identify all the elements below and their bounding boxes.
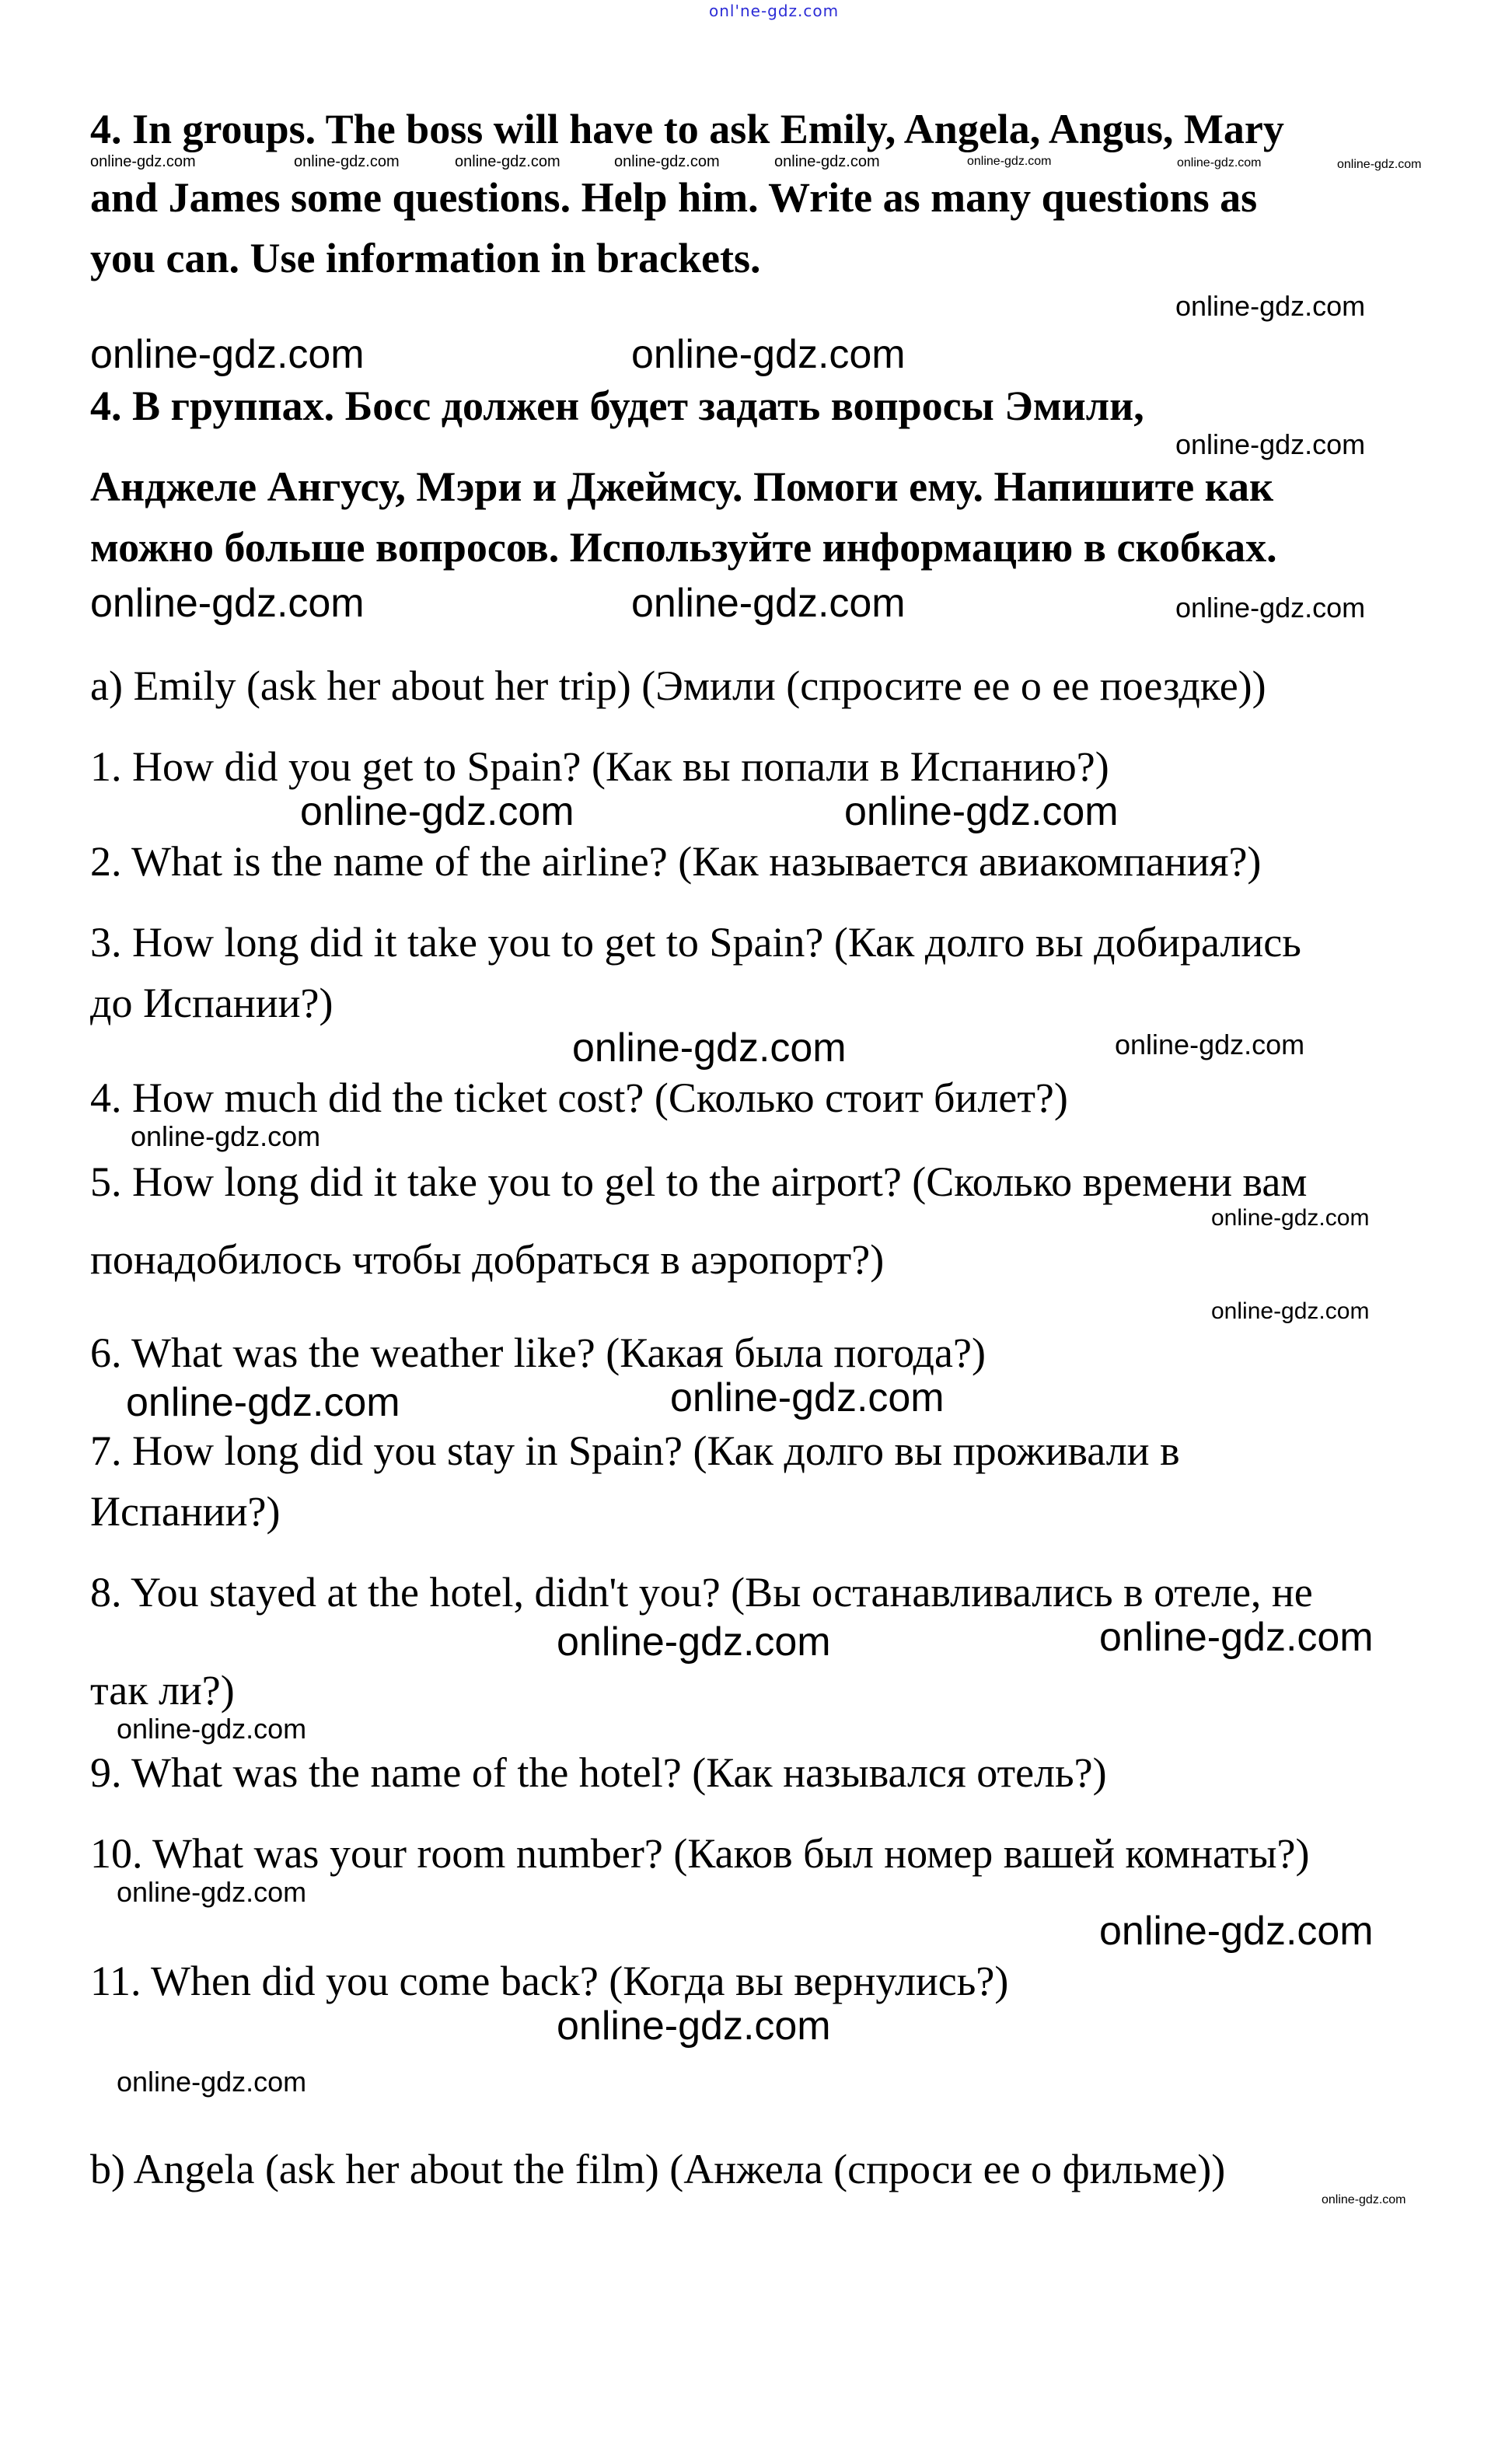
question-8-line-1: 8. You stayed at the hotel, didn't you? (Вы останавливались в отеле, не	[90, 1569, 1313, 1616]
watermark-row	[90, 583, 1489, 630]
watermark-row	[90, 2194, 1489, 2213]
watermark: online-gdz.com	[967, 155, 1052, 168]
top-watermark: onl'ne-gdz.com	[709, 2, 840, 20]
section-b-title: b) Angela (ask her about the film) (Анжела (спроси ее о фильме))	[90, 2146, 1226, 2192]
watermark: online-gdz.com	[90, 332, 365, 377]
question-10: 10. What was your room number? (Каков был номер вашей комнаты?)	[90, 1830, 1310, 1877]
watermark-row	[90, 1878, 1489, 1956]
watermark-row	[90, 1025, 1489, 1073]
watermark: online-gdz.com	[1115, 1029, 1305, 1060]
watermark: online-gdz.com	[300, 789, 574, 834]
question-3-line-2: до Испании?)	[90, 980, 333, 1026]
watermark-row	[90, 1207, 1489, 1235]
watermark-row	[90, 2068, 1489, 2102]
question-8-line-2: так ли?)	[90, 1667, 235, 1714]
watermark-row	[90, 428, 1489, 462]
watermark-row	[90, 1617, 1489, 1665]
watermark: online-gdz.com	[557, 2004, 831, 2049]
watermark: online-gdz.com	[1322, 2193, 1406, 2206]
watermark: online-gdz.com	[557, 1619, 831, 1665]
watermark: online-gdz.com	[131, 1120, 321, 1152]
watermark: online-gdz.com	[1175, 290, 1366, 322]
watermark-row	[90, 1375, 1489, 1426]
watermark-row	[90, 1120, 1489, 1157]
watermark-row	[90, 791, 1489, 837]
watermark-row	[90, 2006, 1489, 2052]
watermark-row	[90, 334, 1489, 381]
watermark: online-gdz.com	[1177, 156, 1262, 169]
heading-en-line-3: you can. Use information in brackets.	[90, 235, 761, 281]
question-11: 11. When did you come back? (Когда вы вернулись?)	[90, 1958, 1009, 2004]
watermark: online-gdz.com	[117, 1876, 307, 1908]
watermark: online-gdz.com	[1211, 1298, 1370, 1324]
watermark: online-gdz.com	[126, 1380, 400, 1425]
heading-ru-line-3: можно больше вопросов. Используйте информацию в скобках.	[90, 524, 1277, 571]
watermark: online-gdz.com	[631, 332, 906, 377]
watermark: online-gdz.com	[1099, 1615, 1374, 1660]
watermark: online-gdz.com	[1175, 592, 1366, 624]
heading-ru-line-2: Анджеле Ангусу, Мэри и Джеймсу. Помоги ему. Напишите как	[90, 463, 1274, 510]
top-watermark-row	[0, 0, 1399, 26]
watermark: online-gdz.com	[614, 153, 720, 170]
watermark: online-gdz.com	[1337, 158, 1422, 171]
question-2: 2. What is the name of the airline? (Как называется авиакомпания?)	[90, 838, 1262, 885]
watermark: online-gdz.com	[670, 1375, 945, 1420]
watermark: online-gdz.com	[1175, 428, 1366, 460]
watermark: online-gdz.com	[572, 1025, 847, 1071]
watermark: online-gdz.com	[117, 2066, 307, 2098]
watermark: online-gdz.com	[844, 789, 1119, 834]
heading-en-line-1: 4. In groups. The boss will have to ask Emily, Angela, Angus, Mary	[90, 106, 1284, 152]
watermark-row	[90, 292, 1489, 327]
question-5-line-2: понадобилось чтобы добраться в аэропорт?)	[90, 1236, 885, 1283]
question-1: 1. How did you get to Spain? (Как вы попали в Испанию?)	[90, 743, 1109, 790]
watermark: online-gdz.com	[90, 153, 196, 170]
question-7-line-2: Испании?)	[90, 1488, 281, 1535]
section-a-title: a) Emily (ask her about her trip) (Эмили (спросите ее о ее поездке))	[90, 662, 1266, 709]
watermark-row	[90, 1300, 1489, 1328]
question-7-line-1: 7. How long did you stay in Spain? (Как долго вы проживали в	[90, 1427, 1180, 1474]
watermark: online-gdz.com	[117, 1713, 307, 1745]
watermark: online-gdz.com	[1099, 1909, 1374, 1954]
document-page	[0, 26, 1422, 2213]
question-3-line-1: 3. How long did it take you to get to Spain? (Как долго вы добирались	[90, 919, 1301, 966]
question-9: 9. What was the name of the hotel? (Как назывался отель?)	[90, 1749, 1107, 1796]
watermark: online-gdz.com	[90, 581, 365, 626]
question-5-line-1: 5. How long did it take you to gel to the airport? (Сколько времени вам	[90, 1158, 1308, 1205]
heading-en-line-2: and James some questions. Help him. Write as many questions as	[90, 174, 1258, 221]
heading-ru-line-1: 4. В группах. Босс должен будет задать вопросы Эмили,	[90, 383, 1144, 429]
watermark: online-gdz.com	[774, 153, 880, 170]
watermark: online-gdz.com	[455, 153, 560, 170]
watermark: online-gdz.com	[1211, 1205, 1370, 1231]
watermark-row	[90, 154, 1489, 173]
watermark: online-gdz.com	[294, 153, 400, 170]
watermark-row	[90, 1715, 1489, 1748]
question-4: 4. How much did the ticket cost? (Сколько стоит билет?)	[90, 1074, 1068, 1121]
question-6: 6. What was the weather like? (Какая была погода?)	[90, 1329, 986, 1376]
watermark: online-gdz.com	[631, 581, 906, 626]
